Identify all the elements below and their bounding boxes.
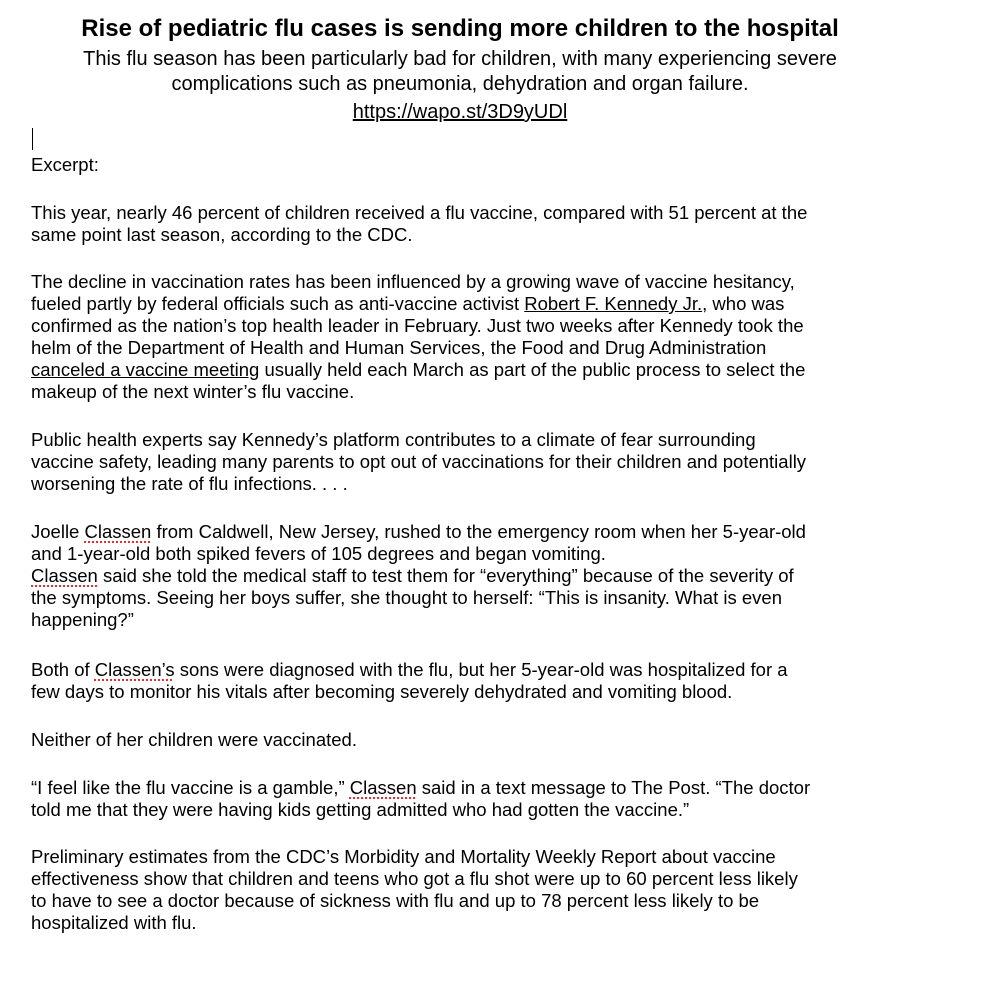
text-run: usually held each March as part of the public process to select the (259, 359, 806, 380)
text-line (31, 224, 931, 246)
text-run: said in a text message to The Post. “The doctor (416, 777, 811, 798)
text-line (31, 890, 931, 912)
text-line (31, 451, 931, 473)
text-run: told me that they were having kids getting admitted who had gotten the vaccine.” (31, 799, 690, 820)
text-line (31, 429, 931, 451)
text-run: happening?” (31, 609, 134, 630)
article-url-link[interactable]: https://wapo.st/3D9yUDl (352, 101, 568, 123)
text-line (31, 521, 931, 543)
text-line (31, 868, 931, 890)
rfk-jr-link[interactable]: Robert F. Kennedy Jr. (524, 293, 703, 314)
article-title: Rise of pediatric flu cases is sending more children to the hospital (81, 15, 839, 42)
text-line (31, 293, 931, 315)
text-run: Neither of her children were vaccinated. (31, 729, 357, 750)
text-line (31, 659, 931, 681)
text-line (31, 315, 931, 337)
text-line (31, 846, 931, 868)
text-run: vaccine safety, leading many parents to opt out of vaccinations for their children and potentially (31, 451, 807, 472)
subtitle-line: This flu season has been particularly bad for children, with many experiencing severe (83, 48, 837, 70)
text-run: said she told the medical staff to test them for “everything” because of the severity of (97, 565, 794, 586)
text-line (31, 473, 931, 495)
spellcheck-word[interactable]: Classen (84, 521, 152, 542)
text-run: Preliminary estimates from the CDC’s Morbidity and Mortality Weekly Report about vaccine (31, 846, 776, 867)
text-line (31, 359, 931, 381)
text-run: effectiveness show that children and teens who got a flu shot were up to 60 percent less likely (31, 868, 798, 889)
paragraph (31, 521, 931, 631)
text-line (31, 587, 931, 609)
text-line (31, 271, 931, 293)
text-line (31, 729, 931, 751)
text-run: helm of the Department of Health and Human Services, the Food and Drug Administration (31, 337, 767, 358)
text-line (31, 912, 931, 934)
text-line (31, 609, 931, 631)
text-line (31, 202, 931, 224)
paragraph (31, 202, 931, 246)
text-run: “I feel like the flu vaccine is a gamble,” (31, 777, 350, 798)
text-line (31, 565, 931, 587)
text-run: same point last season, according to the CDC. (31, 224, 413, 245)
text-run: fueled partly by federal officials such as anti-vaccine activist (31, 293, 525, 314)
paragraph (31, 729, 931, 751)
canceled-meeting-link[interactable]: canceled a vaccine meeting (31, 359, 260, 380)
text-run: hospitalized with flu. (31, 912, 197, 933)
text-run: worsening the rate of flu infections. . . . (31, 473, 348, 494)
text-run: Joelle (31, 521, 85, 542)
text-run: confirmed as the nation’s top health leader in February. Just two weeks after Kennedy took the (31, 315, 804, 336)
excerpt-label: Excerpt: (31, 154, 99, 175)
text-run: and 1-year-old both spiked fevers of 105 degrees and began vomiting. (31, 543, 606, 564)
text-run: Both of (31, 659, 95, 680)
text-line (31, 799, 931, 821)
paragraph (31, 659, 931, 703)
text-line (31, 381, 931, 403)
paragraph (31, 429, 931, 495)
text-line (31, 337, 931, 359)
spellcheck-word[interactable]: Classen’s (94, 659, 175, 680)
text-run: sons were diagnosed with the flu, but her 5-year-old was hospitalized for a (174, 659, 788, 680)
text-run: Public health experts say Kennedy’s platform contributes to a climate of fear surrounding (31, 429, 756, 450)
spellcheck-word[interactable]: Classen (349, 777, 417, 798)
text-run: makeup of the next winter’s flu vaccine. (31, 381, 355, 402)
text-line (31, 681, 931, 703)
text-cursor (32, 128, 33, 150)
text-run: to have to see a doctor because of sickness with flu and up to 78 percent less likely to be (31, 890, 760, 911)
text-line (31, 543, 931, 565)
paragraph (31, 271, 931, 403)
text-run: The decline in vaccination rates has been influenced by a growing wave of vaccine hesitancy, (31, 271, 795, 292)
subtitle-line: complications such as pneumonia, dehydration and organ failure. (171, 73, 749, 95)
paragraph (31, 846, 931, 934)
text-run: the symptoms. Seeing her boys suffer, she thought to herself: “This is insanity. What is even (31, 587, 782, 608)
text-run: from Caldwell, New Jersey, rushed to the emergency room when her 5-year-old (151, 521, 806, 542)
text-line (31, 777, 931, 799)
spellcheck-word[interactable]: Classen (31, 565, 98, 586)
article-url-row (0, 100, 920, 125)
paragraph (31, 777, 931, 821)
text-run: This year, nearly 46 percent of children received a flu vaccine, compared with 51 percent at the (31, 202, 808, 223)
article-subtitle (0, 47, 920, 97)
text-run: few days to monitor his vitals after becoming severely dehydrated and vomiting blood. (31, 681, 733, 702)
text-run: , who was (702, 293, 785, 314)
